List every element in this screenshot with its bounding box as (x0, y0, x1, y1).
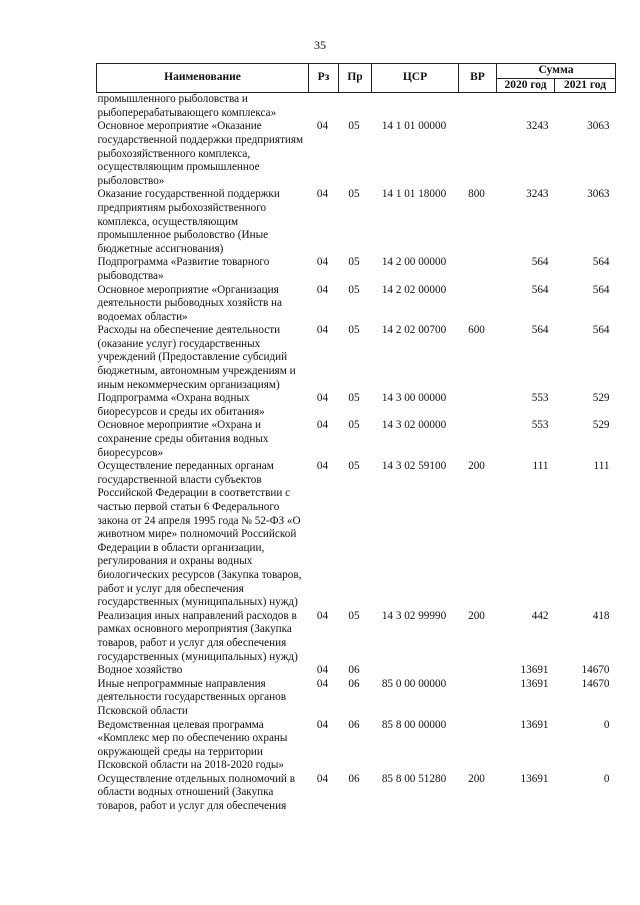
row-sum-2021 (555, 93, 616, 121)
row-csr: 14 1 01 00000 (381, 120, 447, 133)
row-sum-2021: 564 (592, 283, 610, 296)
header-rz: Рз (309, 64, 339, 93)
row-sum-2020: 13691 (520, 718, 549, 731)
table-row (97, 773, 616, 814)
row-vr (459, 392, 497, 419)
row-rz: 04 (316, 460, 329, 473)
row-rz: 04 (316, 419, 329, 432)
row-name: Подпрограмма «Развитие товарного рыбоводства» (97, 256, 270, 282)
table-row (97, 93, 616, 121)
row-vr (459, 719, 497, 773)
table-header (97, 64, 616, 93)
row-rz: 04 (316, 392, 329, 405)
row-name: Реализация иных направлений расходов в рамках основного мероприятия (Закупка товаров, работ и услуг для обеспечения государственных (муниципальных) нужд) (97, 609, 298, 663)
table-row (97, 664, 616, 678)
table-row (97, 392, 616, 419)
header-vr: ВР (459, 64, 497, 93)
row-sum-2021: 3063 (587, 188, 610, 201)
row-rz: 04 (316, 120, 329, 133)
row-vr (459, 664, 497, 678)
page-number: 35 (314, 38, 326, 52)
header-name: Наименование (97, 64, 309, 93)
row-sum-2020: 13691 (520, 677, 549, 690)
row-name: Водное хозяйство (97, 664, 183, 677)
row-pr: 06 (348, 772, 360, 785)
row-sum-2021: 14670 (581, 664, 610, 677)
row-sum-2020: 564 (531, 283, 549, 296)
table-row (97, 284, 616, 325)
row-sum-2021: 564 (592, 324, 610, 337)
row-sum-2021: 529 (592, 419, 610, 432)
row-sum-2021: 3063 (587, 120, 610, 133)
row-csr: 14 3 02 59100 (381, 460, 447, 473)
row-pr: 05 (348, 120, 360, 133)
budget-table (96, 63, 616, 814)
row-name: Иные непрограммные направления деятельности государственных органов Псковской области (97, 677, 287, 717)
row-sum-2020: 553 (531, 419, 549, 432)
header-2021: 2021 год (555, 78, 616, 93)
row-rz: 04 (316, 772, 329, 785)
row-csr: 14 1 01 18000 (381, 188, 447, 201)
row-rz: 04 (316, 677, 329, 690)
row-name: промышленного рыболовства и рыбоперерабатывающего комплекса» (97, 93, 277, 119)
table-row (97, 120, 616, 188)
table-row (97, 256, 616, 283)
table-row (97, 188, 616, 256)
row-csr (372, 93, 459, 121)
row-vr (459, 120, 497, 188)
row-sum-2021: 111 (593, 460, 610, 473)
row-name: Осуществление переданных органам государственной власти субъектов Российской Федерации в соответствии с частью первой статьи 6 Федерального закона от 24 апреля 1995 года № 52-ФЗ «О животном мире» полномочий Российской Федерации в области организации, регулирования и охраны водных биологических ресурсов (Закупка товаров, работ и услуг для обеспечения государственных (муниципальных) нужд) (97, 460, 302, 609)
row-csr: 85 0 00 00000 (381, 677, 447, 690)
row-vr: 600 (468, 324, 485, 337)
header-csr: ЦСР (372, 64, 459, 93)
header-2020: 2020 год (497, 78, 555, 93)
table-row (97, 419, 616, 460)
row-pr: 06 (348, 677, 360, 690)
row-sum-2020: 3243 (526, 188, 549, 201)
row-csr: 14 2 02 00700 (381, 324, 447, 337)
row-pr: 05 (348, 283, 360, 296)
row-pr: 05 (348, 324, 360, 337)
row-sum-2020: 13691 (520, 772, 549, 785)
table-row (97, 678, 616, 719)
row-pr: 06 (348, 664, 360, 677)
row-csr: 85 8 00 51280 (381, 772, 447, 785)
row-vr: 200 (468, 772, 485, 785)
row-csr: 14 3 02 99990 (381, 609, 447, 622)
row-sum-2020: 111 (532, 460, 549, 473)
row-pr (339, 93, 372, 121)
row-sum-2020: 564 (531, 324, 549, 337)
table-row (97, 324, 616, 392)
table-row (97, 460, 616, 610)
row-csr: 85 8 00 00000 (381, 718, 447, 731)
row-sum-2020: 13691 (520, 664, 549, 677)
table-row (97, 719, 616, 773)
header-pr: Пр (339, 64, 372, 93)
table-row (97, 610, 616, 664)
row-name: Ведомственная целевая программа «Комплекс мер по обеспечению охраны окружающей среды на территории Псковской области на 2018-2020 годы» (97, 718, 288, 772)
row-rz: 04 (316, 283, 329, 296)
row-name: Основное мероприятие «Охрана и сохранение среды обитания водных биоресурсов» (97, 419, 269, 459)
row-sum-2021: 0 (603, 718, 610, 731)
row-csr: 14 2 02 00000 (381, 283, 447, 296)
row-name: Основное мероприятие «Оказание государственной поддержки предприятиям рыбохозяйственного комплекса, осуществляющим промышленное рыболовство» (97, 120, 304, 187)
row-vr (459, 93, 497, 121)
row-name: Расходы на обеспечение деятельности (оказание услуг) государственных учреждений (Предоставление субсидий бюджетным, автономным учреждениям и иным некоммерческим организациям) (97, 324, 296, 391)
row-rz: 04 (316, 664, 329, 677)
row-rz: 04 (316, 188, 329, 201)
row-rz: 04 (316, 324, 329, 337)
row-pr: 05 (348, 188, 360, 201)
row-pr: 05 (348, 609, 360, 622)
row-name: Подпрограмма «Охрана водных биоресурсов и среды их обитания» (97, 392, 265, 418)
row-name: Осуществление отдельных полномочий в области водных отношений (Закупка товаров, работ и услуг для обеспечения (97, 772, 295, 813)
row-sum-2021: 418 (592, 609, 610, 622)
row-rz: 04 (316, 256, 329, 269)
row-sum-2020 (497, 93, 555, 121)
row-sum-2020: 3243 (526, 120, 549, 133)
row-sum-2020: 442 (531, 609, 549, 622)
row-name: Основное мероприятие «Организация деятельности рыбоводных хозяйств на водоемах области» (97, 283, 283, 323)
row-rz: 04 (316, 609, 329, 622)
header-sum: Сумма (497, 64, 616, 79)
row-csr (372, 664, 459, 678)
row-pr: 05 (348, 419, 360, 432)
row-csr: 14 3 00 00000 (381, 392, 447, 405)
row-sum-2021: 0 (603, 772, 610, 785)
table-body (97, 93, 616, 814)
row-name: Оказание государственной поддержки предприятиям рыбохозяйственного комплекса, осуществляющим промышленное рыболовство (Иные бюджетные ассигнования) (97, 188, 280, 255)
row-rz: 04 (316, 718, 329, 731)
row-csr: 14 2 00 00000 (381, 256, 447, 269)
row-sum-2020: 564 (531, 256, 549, 269)
row-vr: 200 (468, 609, 485, 622)
row-sum-2021: 529 (592, 392, 610, 405)
row-pr: 05 (348, 392, 360, 405)
row-sum-2020: 553 (531, 392, 549, 405)
row-vr (459, 256, 497, 283)
row-pr: 06 (348, 718, 360, 731)
row-vr (459, 419, 497, 460)
row-csr: 14 3 02 00000 (381, 419, 447, 432)
row-sum-2021: 564 (592, 256, 610, 269)
row-sum-2021: 14670 (581, 677, 610, 690)
row-pr: 05 (348, 256, 360, 269)
row-rz (309, 93, 339, 121)
row-pr: 05 (348, 460, 360, 473)
row-vr (459, 678, 497, 719)
row-vr: 800 (468, 188, 485, 201)
row-vr: 200 (468, 460, 485, 473)
row-vr (459, 284, 497, 325)
